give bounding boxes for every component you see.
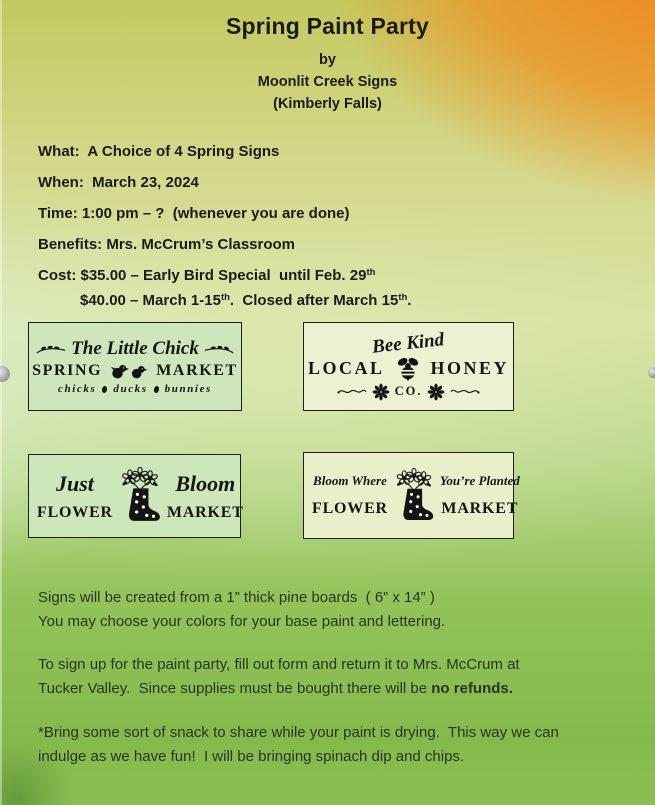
sign2-co-label: CO. [394, 384, 423, 398]
company-name: Moonlit Creek Signs [257, 74, 398, 90]
sign1-word-market: MARKET [156, 362, 238, 379]
paragraph-snack-note [38, 721, 633, 768]
chicks-icon [110, 363, 148, 380]
signup-line1: To sign up for the paint party, fill out form and return it to Mrs. McCrum at [38, 656, 520, 673]
no-refunds-emphasis: no refunds [431, 679, 509, 697]
sign3-word-market: MARKET [166, 503, 244, 521]
sign2-main-row [308, 356, 509, 381]
detail-time: Time: 1:00 pm – ? (whenever you are done) [38, 205, 350, 222]
paragraph-signup [38, 653, 633, 700]
detail-benefits: Benefits: Mrs. McCrum’s Classroom [38, 236, 296, 253]
sunflower-left-icon [372, 383, 390, 401]
sign1-script-title: The Little Chick [71, 338, 199, 359]
sign4-layout [304, 468, 520, 524]
cost2-text1: $40.00 – March 1-15 [80, 292, 221, 309]
sign4-word-flower: FLOWER [312, 500, 388, 517]
cost1-superscript: th [366, 267, 376, 278]
sign1-subtitle-row [58, 383, 212, 395]
detail-cost-line2 [38, 293, 635, 311]
signup-line2-text: Tucker Valley. Since supplies must be bought there will be [38, 679, 432, 697]
snack-line2: indulge as we have fun! I will be bringing spinach dip and chips. [38, 747, 465, 765]
sign2-word-local: LOCAL [307, 357, 385, 378]
cost2-text2: . Closed after March 15 [229, 292, 399, 309]
bee-icon [392, 356, 424, 381]
flower-boot-icon [113, 467, 167, 525]
sunflower-right-icon [427, 383, 445, 401]
sign3-layout [29, 467, 244, 525]
sign1-sub-ducks: ducks [113, 383, 148, 395]
sign-just-bloom-flower-market [28, 454, 244, 538]
sign3-script-just: Just [56, 470, 94, 496]
byline: by [319, 52, 336, 68]
detail-when: When: March 23, 2024 [38, 174, 199, 191]
sign-bee-kind-local-honey [303, 322, 514, 411]
right-edge-dot [648, 367, 655, 378]
cost2-superscript2: th [398, 292, 408, 303]
sign-bloom-where-youre-planted [303, 452, 520, 539]
sign-little-chick-spring-market [28, 322, 242, 411]
cost1-text: Cost: $35.00 – Early Bird Special until Feb. 29 [38, 267, 367, 284]
sign3-script-bloom: Bloom [175, 470, 236, 496]
materials-line2: You may choose your colors for your base paint and lettering. [38, 612, 446, 630]
egg-separator-icon [153, 385, 160, 393]
page-title: Spring Paint Party [226, 13, 429, 39]
sign1-sub-bunnies: bunnies [164, 383, 212, 395]
person-name: (Kimberly Falls) [273, 96, 382, 112]
branch-flourish-left-icon [36, 343, 66, 356]
cost2-text3: . [407, 292, 412, 309]
branch-flourish-right-icon [204, 343, 234, 356]
sign1-main-row [32, 362, 238, 380]
event-details [38, 144, 635, 311]
sign1-word-spring: SPRING [32, 362, 103, 379]
flower-boot-icon [388, 468, 440, 524]
swirl-flourish-right-icon [450, 386, 480, 397]
left-edge-dot [0, 366, 10, 382]
sign2-co-row [337, 383, 481, 401]
detail-cost-line1 [38, 268, 635, 286]
sign3-word-flower: FLOWER [37, 503, 113, 521]
sign4-script-bloom-where: Bloom Where [313, 473, 387, 488]
sign2-script-title: Bee Kind [371, 328, 446, 358]
paragraph-materials [38, 586, 633, 633]
flyer-header [0, 13, 655, 115]
snack-line1: *Bring some sort of snack to share while your paint is drying. This way we can [38, 724, 559, 741]
sign2-word-honey: HONEY [430, 357, 510, 378]
sign1-sub-chicks: chicks [58, 383, 97, 395]
sign1-title-row [36, 338, 234, 360]
signup-line2-period: . [508, 679, 513, 697]
cost2-superscript1: th [220, 292, 230, 303]
sign4-script-youre-planted: You’re Planted [439, 473, 520, 488]
signup-line2 [38, 677, 633, 701]
sign4-word-market: MARKET [441, 500, 519, 517]
egg-separator-icon [102, 385, 109, 393]
detail-what: What: A Choice of 4 Spring Signs [38, 143, 280, 160]
materials-line1: Signs will be created from a 1” thick pine boards ( 6” x 14” ) [38, 589, 435, 606]
swirl-flourish-left-icon [337, 386, 367, 397]
